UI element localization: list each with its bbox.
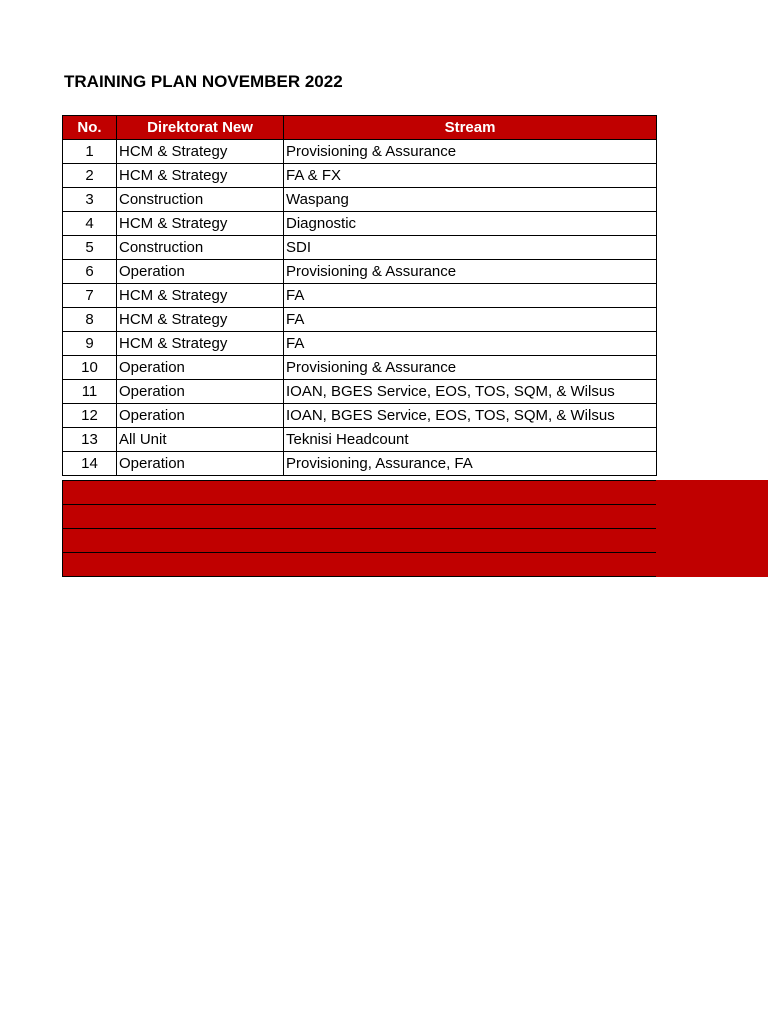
- table-row: [63, 380, 657, 404]
- table-row: [63, 332, 657, 356]
- cell-direktorat: Operation: [117, 452, 284, 476]
- cell-direktorat: Construction: [117, 188, 284, 212]
- cell-no: 2: [63, 164, 117, 188]
- cell-direktorat: HCM & Strategy: [117, 164, 284, 188]
- table-row: [63, 308, 657, 332]
- table-row: [63, 212, 657, 236]
- table-row: [63, 452, 657, 476]
- cell-direktorat: Operation: [117, 260, 284, 284]
- cell-no: 8: [63, 308, 117, 332]
- cell-stream: IOAN, BGES Service, EOS, TOS, SQM, & Wilsus: [284, 404, 657, 428]
- table-row: [63, 188, 657, 212]
- header-stream: Stream: [284, 116, 657, 140]
- cell-no: 13: [63, 428, 117, 452]
- cell-direktorat: HCM & Strategy: [117, 212, 284, 236]
- cell-direktorat: Construction: [117, 236, 284, 260]
- table-row: [63, 260, 657, 284]
- cell-stream: Provisioning, Assurance, FA: [284, 452, 657, 476]
- cell-direktorat: HCM & Strategy: [117, 284, 284, 308]
- table-row: [63, 356, 657, 380]
- cell-direktorat: HCM & Strategy: [117, 308, 284, 332]
- redacted-row-divider: [62, 504, 656, 505]
- table-row: [63, 284, 657, 308]
- page-title: TRAINING PLAN NOVEMBER 2022: [64, 72, 343, 91]
- cell-stream: FA: [284, 308, 657, 332]
- cell-no: 3: [63, 188, 117, 212]
- cell-direktorat: All Unit: [117, 428, 284, 452]
- cell-no: 10: [63, 356, 117, 380]
- cell-no: 9: [63, 332, 117, 356]
- redacted-row-divider: [62, 528, 656, 529]
- training-plan-table: [62, 115, 657, 476]
- cell-stream: FA: [284, 332, 657, 356]
- cell-no: 7: [63, 284, 117, 308]
- cell-no: 11: [63, 380, 117, 404]
- header-no: No.: [63, 116, 117, 140]
- cell-direktorat: Operation: [117, 404, 284, 428]
- cell-no: 12: [63, 404, 117, 428]
- cell-no: 6: [63, 260, 117, 284]
- cell-stream: Provisioning & Assurance: [284, 260, 657, 284]
- cell-stream: Diagnostic: [284, 212, 657, 236]
- cell-no: 5: [63, 236, 117, 260]
- redacted-row-divider: [62, 552, 656, 553]
- cell-stream: FA: [284, 284, 657, 308]
- cell-stream: Provisioning & Assurance: [284, 140, 657, 164]
- table-row: [63, 404, 657, 428]
- redacted-row-divider: [62, 576, 656, 577]
- cell-no: 14: [63, 452, 117, 476]
- table-row: [63, 164, 657, 188]
- table-row: [63, 236, 657, 260]
- cell-no: 1: [63, 140, 117, 164]
- cell-direktorat: HCM & Strategy: [117, 332, 284, 356]
- cell-direktorat: HCM & Strategy: [117, 140, 284, 164]
- cell-stream: FA & FX: [284, 164, 657, 188]
- cell-stream: Waspang: [284, 188, 657, 212]
- table-header-row: [63, 116, 657, 140]
- cell-stream: Provisioning & Assurance: [284, 356, 657, 380]
- table-row: [63, 140, 657, 164]
- cell-stream: SDI: [284, 236, 657, 260]
- cell-stream: IOAN, BGES Service, EOS, TOS, SQM, & Wilsus: [284, 380, 657, 404]
- table-row: [63, 428, 657, 452]
- cell-direktorat: Operation: [117, 380, 284, 404]
- cell-no: 4: [63, 212, 117, 236]
- header-direktorat: Direktorat New: [117, 116, 284, 140]
- cell-stream: Teknisi Headcount: [284, 428, 657, 452]
- redacted-row-divider: [62, 480, 656, 481]
- cell-direktorat: Operation: [117, 356, 284, 380]
